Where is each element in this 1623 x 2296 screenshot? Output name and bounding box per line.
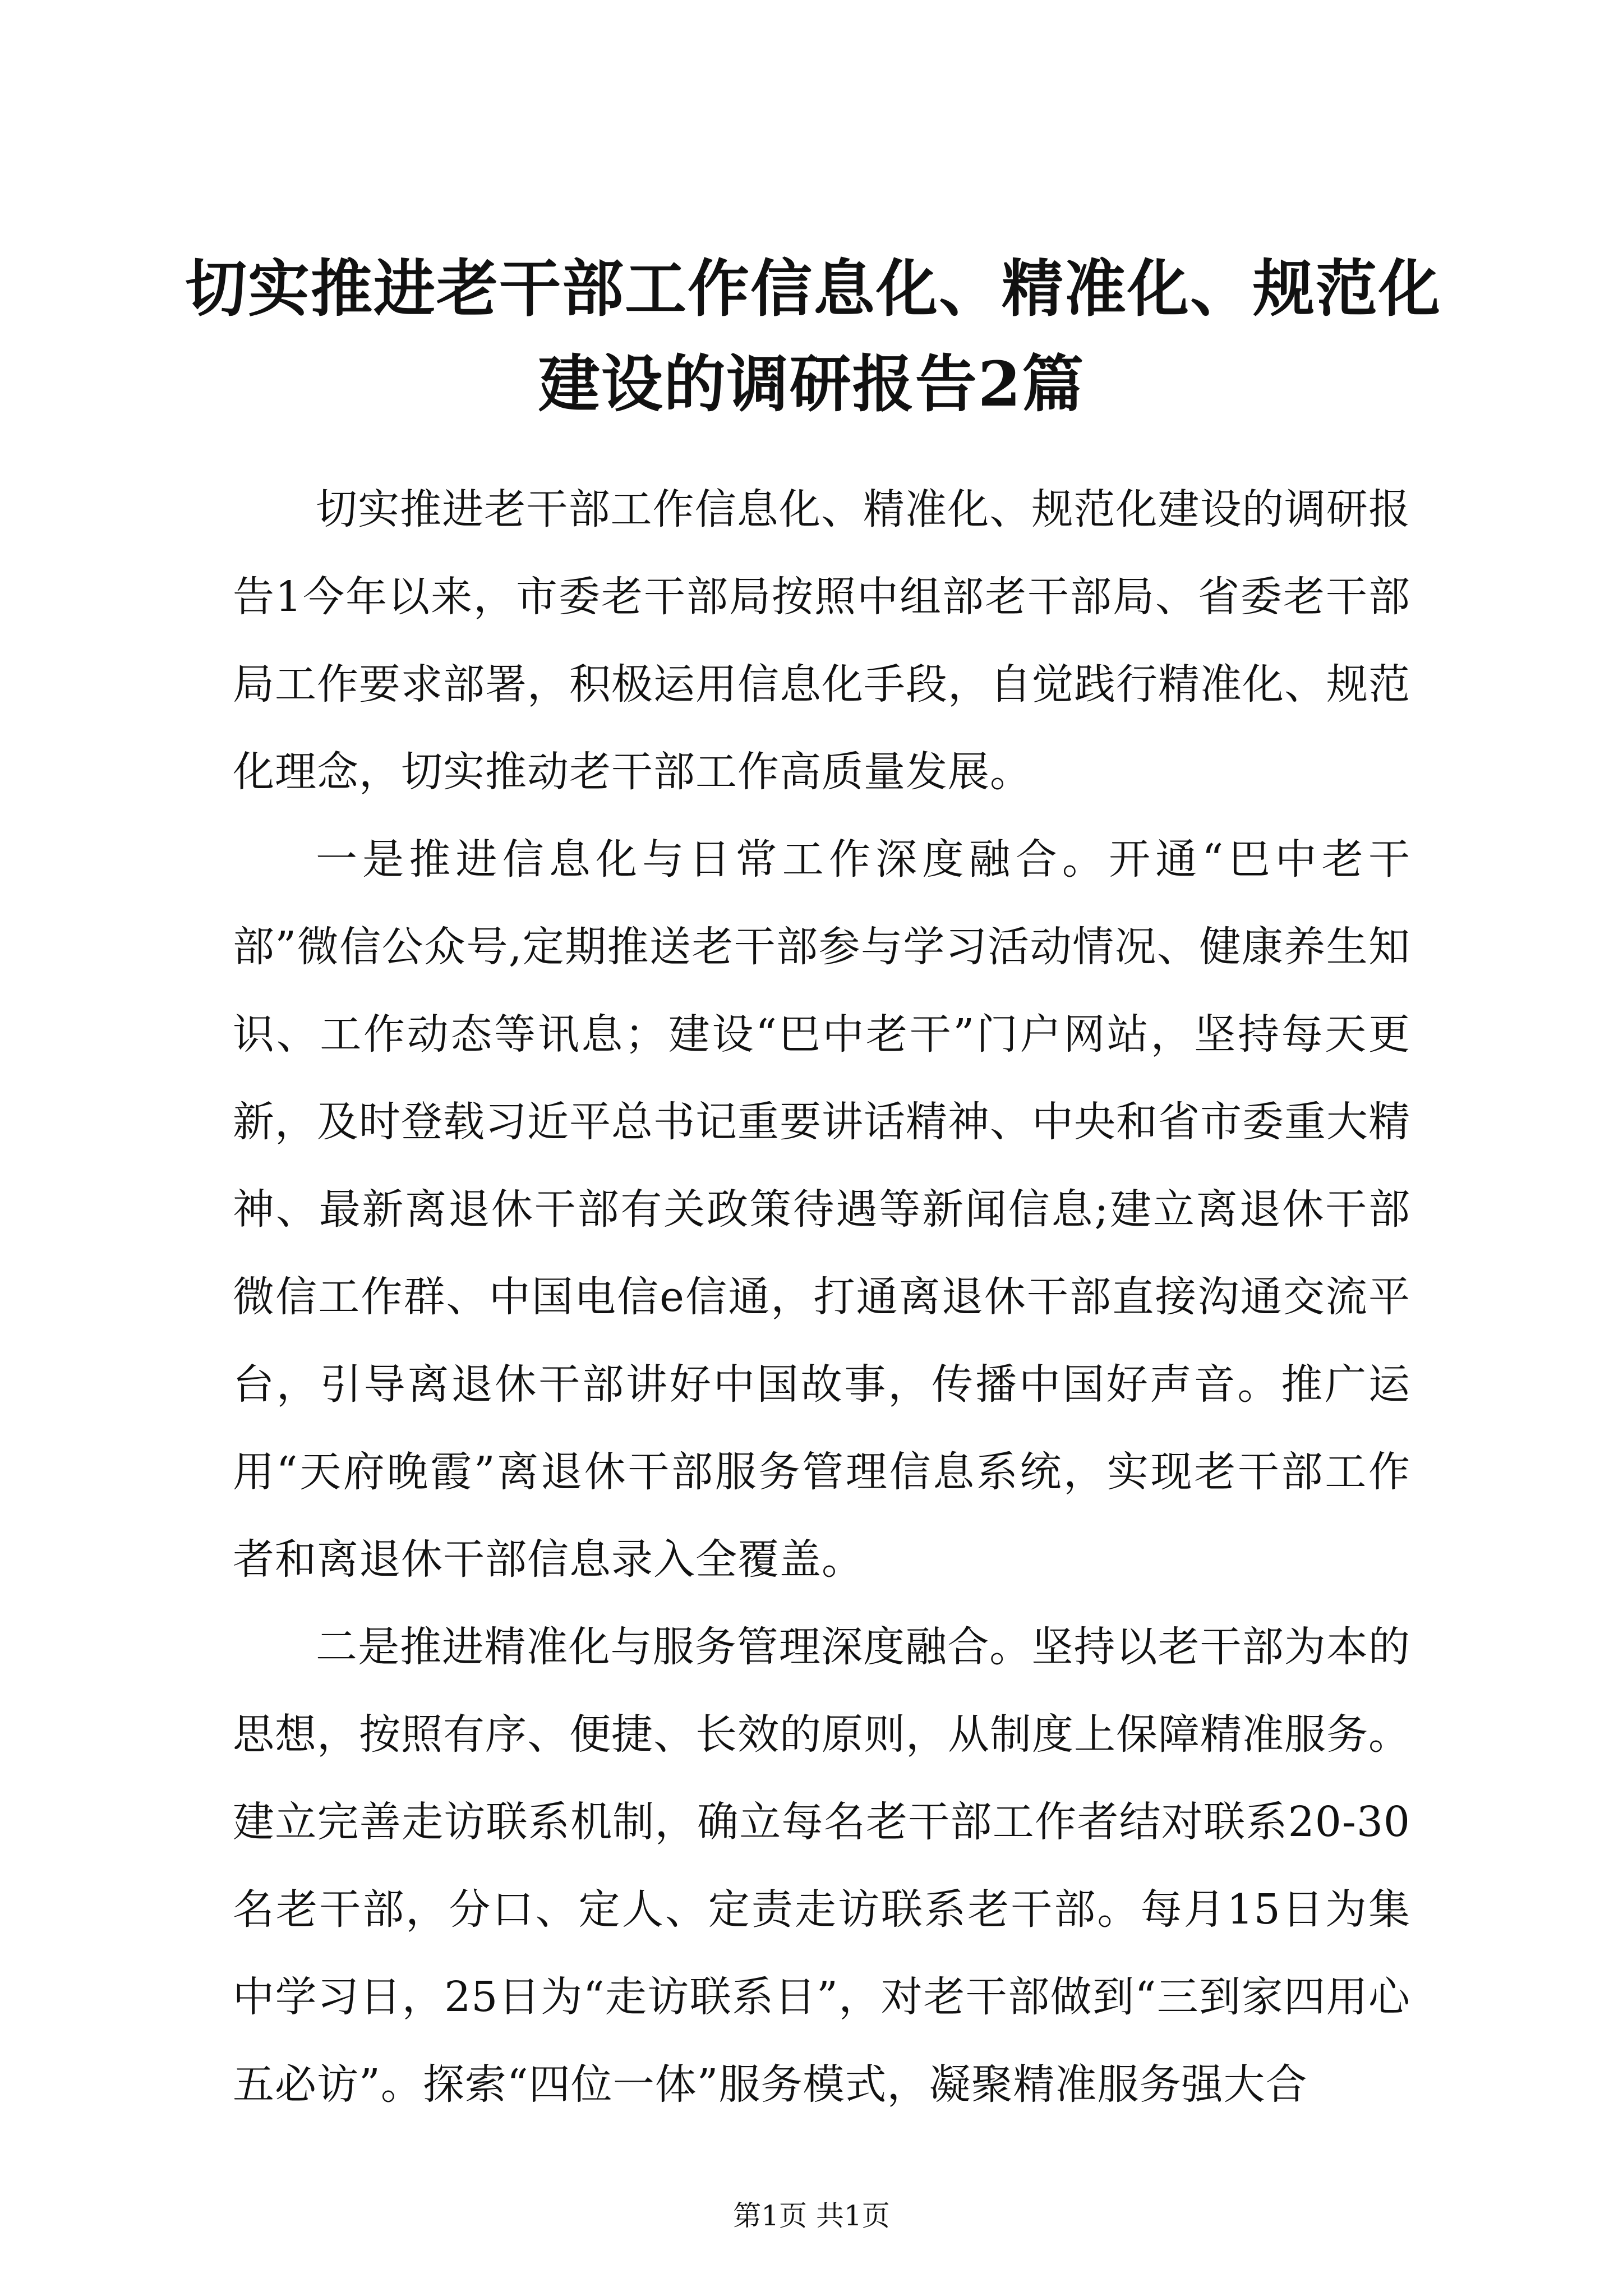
title-line-1: 切实推进老干部工作信息化、精准化、规范化 — [185, 252, 1441, 325]
paragraph-precision: 二是推进精准化与服务管理深度融合。坚持以老干部为本的思想，按照有序、便捷、长效的原则，从制度上保障精准服务。建立完善走访联系机制，确立每名老干部工作者结对联系20-30名老干部，分口、定人、定责走访联系老干部。每月15日为集中学习日，25日为“走访联系日”，对老干部做到“三到家四用心五必访”。探索“四位一体”服务模式，凝聚精准服务强大合 — [233, 1623, 1410, 2109]
paragraph-informatization: 一是推进信息化与日常工作深度融合。开通“巴中老干部”微信公众号,定期推送老干部参与学习活动情况、健康养生知识、工作动态等讯息；建设“巴中老干”门户网站，坚持每天更新，及时登载习近平总书记重要讲话精神、中央和省市委重大精神、最新离退休干部有关政策待遇等新闻信息;建立离退休干部微信工作群、中国电信e信通，打通离退休干部直接沟通交流平台，引导离退休干部讲好中国故事，传播中国好声音。推广运用“天府晚霞”离退休干部服务管理信息系统，实现老干部工作者和离退休干部信息录入全覆盖。 — [233, 835, 1410, 1584]
paragraph-intro: 切实推进老干部工作信息化、精准化、规范化建设的调研报告1今年以来，市委老干部局按照中组部老干部局、省委老干部局工作要求部署，积极运用信息化手段，自觉践行精准化、规范化理念，切实推动老干部工作高质量发展。 — [233, 485, 1410, 796]
title-line-2: 建设的调研报告2篇 — [538, 348, 1085, 420]
document-body — [233, 466, 1410, 2128]
document-title — [185, 241, 1441, 432]
page-footer: 第1页 共1页 — [733, 2200, 890, 2232]
